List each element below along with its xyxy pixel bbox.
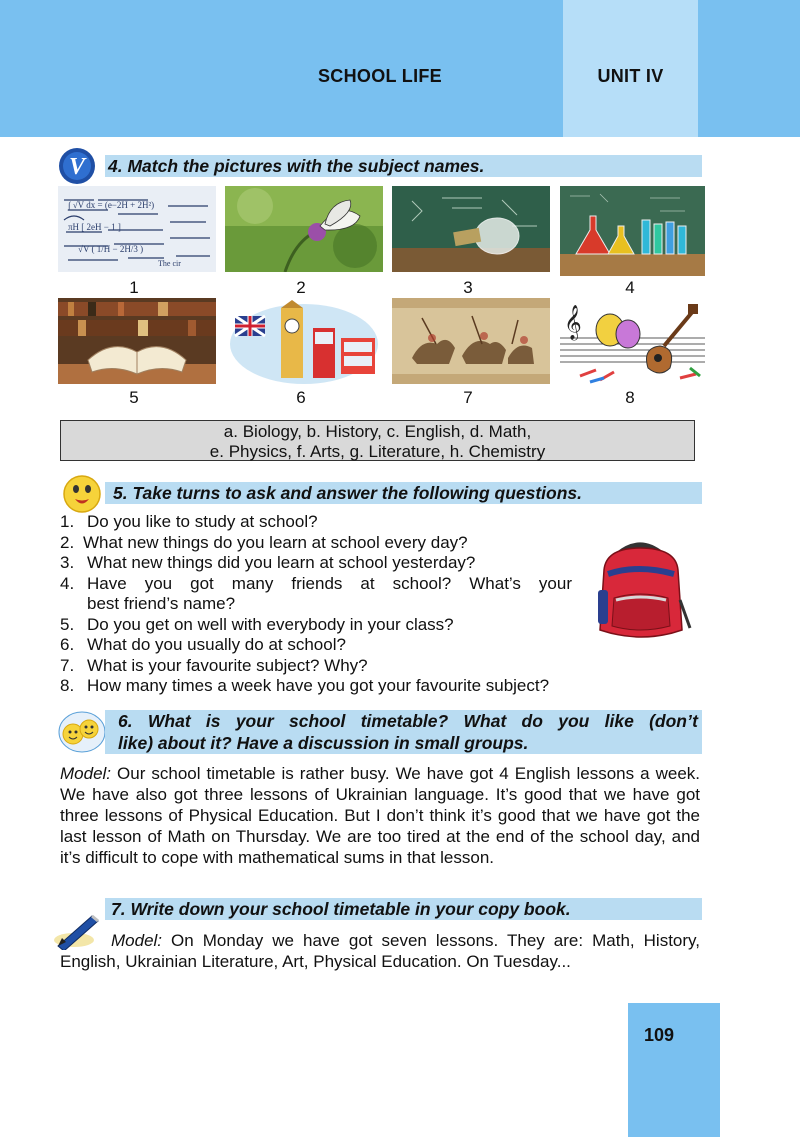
picture-number: 8	[625, 388, 635, 407]
model-label: Model:	[111, 931, 163, 950]
section-title: SCHOOL LIFE	[318, 66, 442, 86]
list-item: best friend’s name?	[87, 594, 236, 613]
picture-math-formulas	[58, 186, 216, 272]
list-item: 2. What new things do you learn at school every day?	[60, 532, 468, 552]
svg-text:V: V	[68, 154, 86, 180]
task6-model-paragraph	[60, 763, 700, 868]
task6-heading-line: like) about it? Have a discussion in small groups.	[118, 733, 529, 753]
picture-number: 6	[296, 388, 306, 407]
task7-model-paragraph	[60, 930, 700, 972]
picture-number: 1	[129, 278, 139, 297]
svg-text:√V ( 1/H − 2H/3 ): √V ( 1/H − 2H/3 )	[78, 244, 144, 254]
page-number: 109	[643, 1025, 675, 1045]
subject-names-line: a. Biology, b. History, c. English, d. Math,	[223, 422, 532, 441]
task6-heading-line: 6. What is your school timetable? What do you like (don’t	[118, 711, 698, 731]
subject-names-box	[60, 420, 695, 461]
model-text: Our school timetable is rather busy. We have got 4 English lessons a week. We have also got three lessons of Ukrainian language. It’s good that we have got three lessons of Physical Education. But I don’t think it’s good that we have got the last lesson of Math on Thursday. We are too tired at the end of the school day, and it’s difficult to cope with mathematical sums in that lesson.	[60, 764, 700, 867]
model-text: On Monday we have got seven lessons. They are: Math, History, English, Ukrainian Literature, Art, Physical Education. On Tuesday...	[60, 931, 700, 971]
list-item: 3. What new things did you learn at school yesterday?	[60, 553, 476, 572]
picture-lightbulb	[392, 186, 550, 272]
svg-text:The cir: The cir	[158, 259, 181, 268]
picture-butterfly	[225, 186, 383, 272]
vocabulary-badge-icon	[58, 147, 96, 190]
list-item: 6. What do you usually do at school?	[60, 635, 346, 654]
svg-text:∫ √V dx = (e−2H + 2H²): ∫ √V dx = (e−2H + 2H²)	[68, 200, 155, 210]
picture-number: 4	[625, 278, 635, 297]
task4-heading: 4. Match the pictures with the subject names.	[108, 156, 485, 176]
picture-music-arts	[560, 298, 705, 388]
picture-number: 7	[463, 388, 473, 407]
unit-label: UNIT IV	[597, 66, 664, 86]
svg-text:𝄞: 𝄞	[564, 305, 582, 340]
list-item: 8. How many times a week have you got your favourite subject?	[60, 676, 550, 695]
picture-number: 3	[463, 278, 473, 297]
list-item: 5. Do you get on well with everybody in your class?	[60, 614, 454, 634]
picture-chemistry-flasks	[560, 186, 705, 276]
task7-heading: 7. Write down your school timetable in your copy book.	[111, 899, 571, 919]
picture-number: 2	[296, 278, 306, 297]
picture-number: 5	[129, 388, 139, 407]
task5-heading: 5. Take turns to ask and answer the following questions.	[113, 483, 583, 503]
subject-names-line: e. Physics, f. Arts, g. Literature, h. Chemistry	[209, 442, 546, 461]
picture-open-book	[58, 298, 216, 384]
model-label: Model:	[60, 764, 112, 783]
group-discussion-icon	[58, 710, 106, 759]
picture-london-landmarks	[225, 298, 383, 384]
picture-battle-tapestry	[392, 298, 550, 384]
svg-text:πH [ 2eH − 1 ]: πH [ 2eH − 1 ]	[68, 222, 121, 232]
list-item: 7. What is your favourite subject? Why?	[60, 655, 368, 675]
page-number-tab	[628, 1003, 720, 1137]
list-item: 1. Do you like to study at school?	[60, 512, 318, 531]
list-item: 4. Have you got many friends at school? What’s your	[60, 573, 572, 593]
backpack-picture	[588, 540, 694, 649]
task6-heading	[118, 710, 698, 754]
